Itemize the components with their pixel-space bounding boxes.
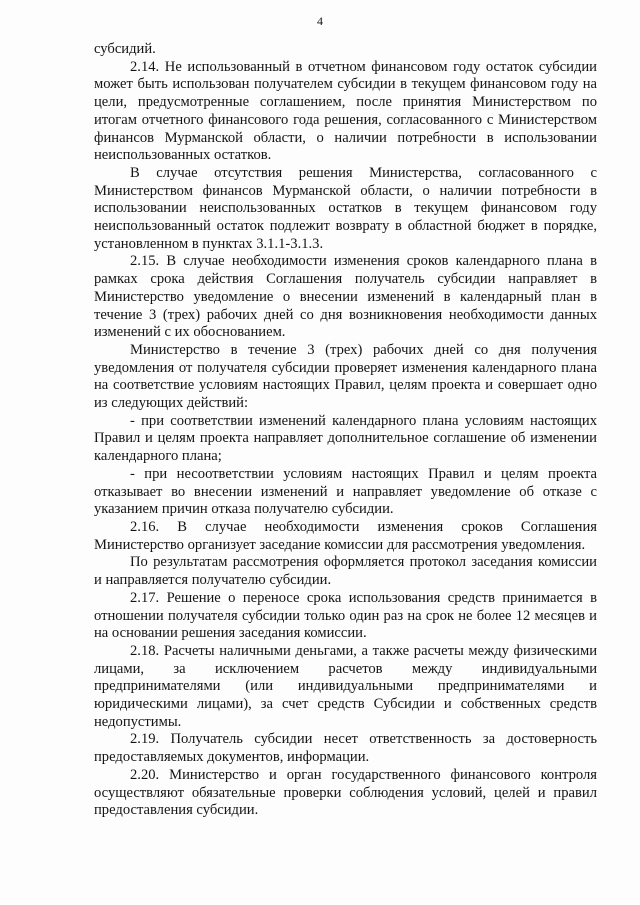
paragraph-continuation: субсидий. [94,41,156,57]
paragraph-2-15-ministry-check: Министерство в течение 3 (трех) рабочих дней со дня получения уведомления от получателя субсидии проверяет изменения календарного плана на соответствие условиям настоящих Правил, целям проекта и совершает одно из следующих действий: [94,341,597,412]
paragraph-2-16: 2.16. В случае необходимости изменения сроков Соглашения Министерство организует заседание комиссии для рассмотрения уведомления. [94,518,597,553]
page-number: 4 [317,14,323,28]
paragraph-2-17: 2.17. Решение о переносе срока использования средств принимается в отношении получателя субсидии только один раз на срок не более 12 месяцев и на основании решения заседания комиссии. [94,589,597,642]
paragraph-2-15: 2.15. В случае необходимости изменения сроков календарного плана в рамках срока действия Соглашения получатель субсидии направляет в Министерство уведомление о внесении изменений в календарный план в течение 3 (трех) рабочих дней со дня возникновения необходимости данных изменений с их обоснованием. [94,253,597,341]
paragraph-2-18: 2.18. Расчеты наличными деньгами, а также расчеты между физическими лицами, за исключением расчетов между индивидуальными предпринимателями (или индивидуальными предпринимателями и юридическими лицами), за счет средств Субсидии и собственных средств недопустимы. [94,642,597,730]
list-item-noncompliance: - при несоответствии условиям настоящих Правил и целям проекта отказывает во внесении изменений и направляет уведомление об отказе с указанием причин отказа получателю субсидии. [94,465,597,518]
paragraph-2-14-unused-balance: В случае отсутствия решения Министерства, согласованного с Министерством финансов Мурманской области, о наличии потребности в использовании неиспользованных остатков в текущем финансовом году неиспользованный остаток подлежит возврату в областной бюджет в порядке, установленном в пунктах 3.1.1-3.1.3. [94,164,597,252]
paragraph-2-20: 2.20. Министерство и орган государственного финансового контроля осуществляют обязательные проверки соблюдения условий, целей и правил предоставления субсидии. [94,766,597,819]
document-body [94,41,597,820]
list-item-compliance: - при соответствии изменений календарного плана условиям настоящих Правил и целям проекта направляет дополнительное соглашение об изменении календарного плана; [94,412,597,465]
paragraph-2-19: 2.19. Получатель субсидии несет ответственность за достоверность предоставляемых документов, информации. [94,731,597,766]
paragraph-2-14: 2.14. Не использованный в отчетном финансовом году остаток субсидии может быть использован получателем субсидии в текущем финансовом году на цели, предусмотренные соглашением, после принятия Министерством по итогам отчетного финансового года решения, согласованного с Министерством финансов Мурманской области, о наличии потребности в использовании неиспользованных остатков. [94,58,597,164]
paragraph-2-16-protocol: По результатам рассмотрения оформляется протокол заседания комиссии и направляется получателю субсидии. [94,554,597,589]
